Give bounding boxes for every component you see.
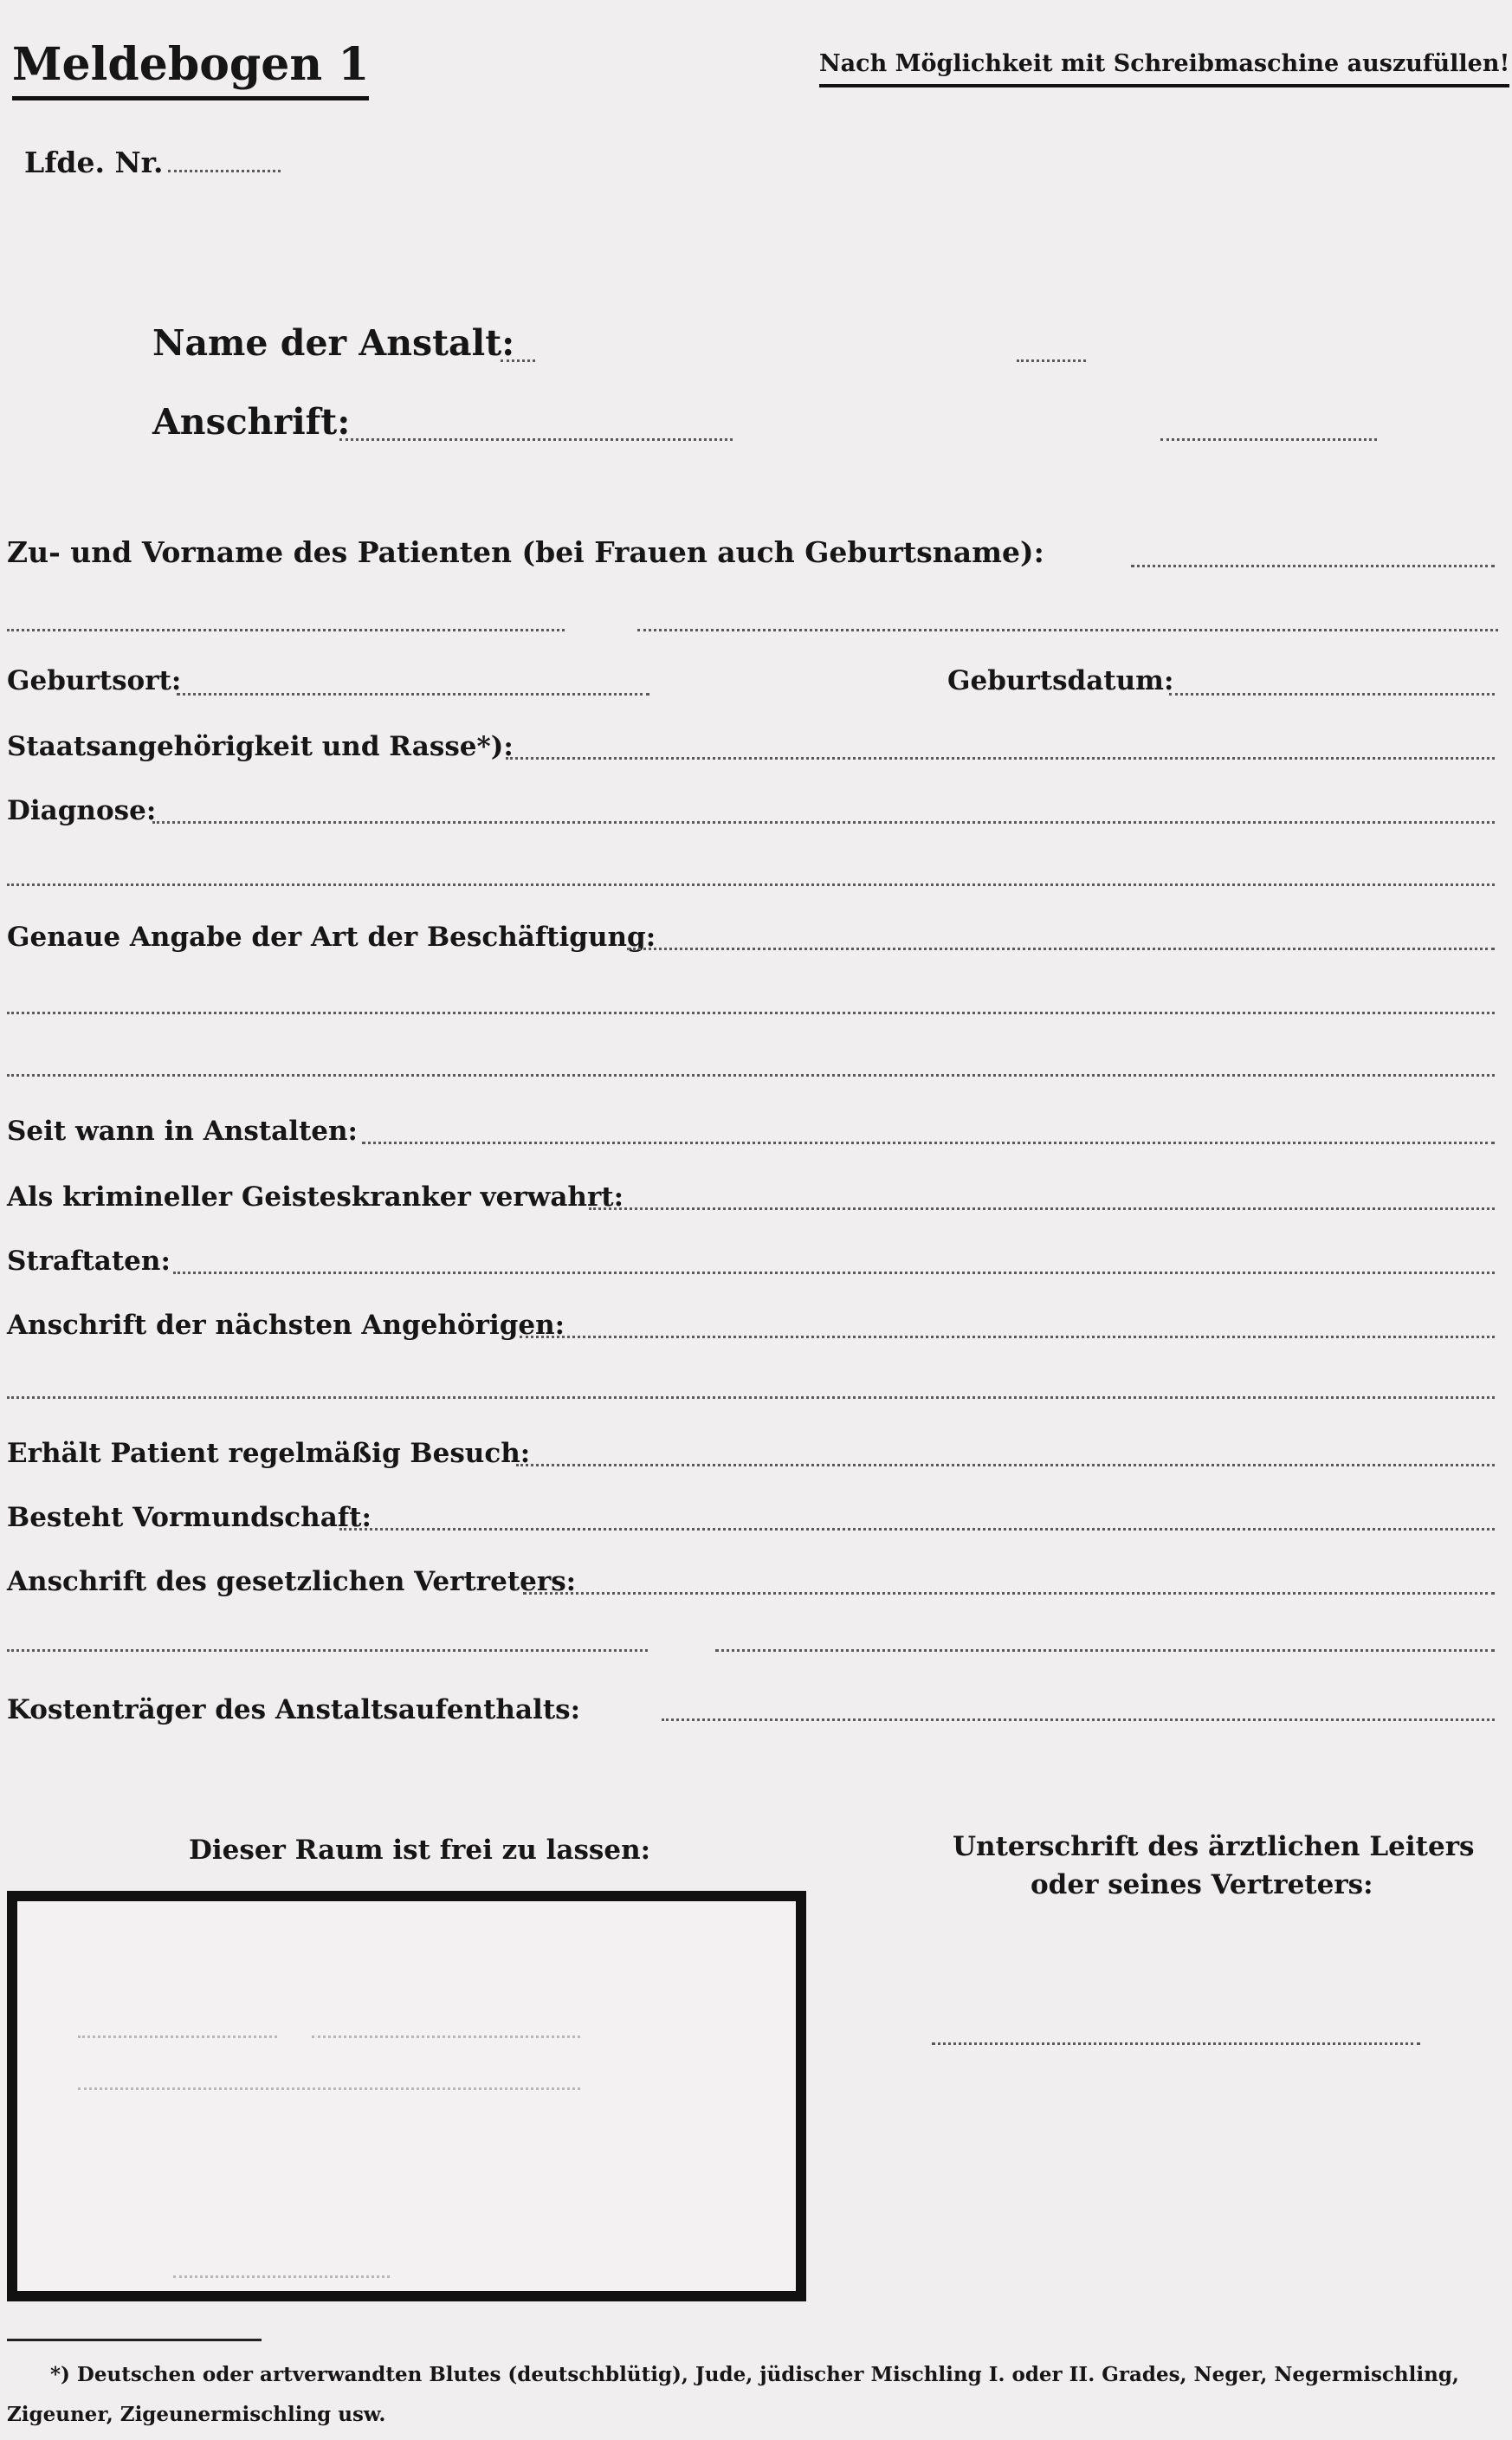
since-when-line[interactable] [362,1142,1495,1144]
occupation-label: Genaue Angabe der Art der Beschäftigung: [7,922,656,953]
footnote-line1: *) Deutschen oder artverwandten Blutes (deutschblütig), Jude, jüdischer Mischling I. oder II. Grades, Neger, Negermischling, [50,2363,1459,2386]
footnote-divider [7,2339,262,2341]
birthplace-line[interactable] [177,693,649,696]
patient-name-label: Zu- und Vorname des Patienten (bei Frauen auch Geburtsname): [7,535,1044,569]
institution-address-line-2 [1160,438,1377,441]
diagnosis-line-2 [7,883,1495,886]
relatives-address-line[interactable] [520,1336,1495,1338]
institution-name-label: Name der Anstalt: [152,322,515,364]
free-space-label: Dieser Raum ist frei zu lassen: [189,1835,651,1866]
citizenship-race-label: Staatsangehörigkeit und Rasse*): [7,731,514,762]
regular-visits-label: Erhält Patient regelmäßig Besuch: [7,1438,531,1469]
birthplace-label: Geburtsort: [7,665,182,696]
faint-mark [173,2275,390,2278]
citizenship-race-line[interactable] [506,757,1495,760]
diagnosis-label: Diagnose: [7,795,157,826]
criminal-custody-line[interactable] [589,1207,1495,1210]
typewriter-instruction: Nach Möglichkeit mit Schreibmaschine auszufüllen! [819,50,1509,87]
signature-label-line2: oder seines Vertreters: [1031,1869,1373,1900]
criminal-custody-label: Als krimineller Geisteskranker verwahrt: [7,1181,624,1213]
signature-label-line1: Unterschrift des ärztlichen Leiters [953,1831,1475,1862]
institution-address-label: Anschrift: [152,401,351,443]
cost-bearer-line[interactable] [662,1718,1495,1721]
patient-name-line-3 [637,629,1498,631]
lfd-nr-line[interactable] [168,170,281,172]
institution-address-line[interactable] [339,438,733,441]
guardianship-label: Besteht Vormundschaft: [7,1502,372,1533]
occupation-line-2 [7,1012,1495,1014]
offenses-label: Straftaten: [7,1246,171,1277]
signature-line[interactable] [932,2042,1420,2045]
institution-name-line-2 [1017,359,1086,362]
legal-rep-address-line-3 [715,1649,1495,1652]
guardianship-line[interactable] [339,1528,1495,1531]
diagnosis-line[interactable] [152,821,1495,824]
faint-mark [78,2035,277,2038]
lfd-nr-label: Lfde. Nr. [24,146,164,179]
occupation-line[interactable] [627,948,1495,950]
since-when-label: Seit wann in Anstalten: [7,1116,358,1147]
relatives-address-label: Anschrift der nächsten Angehörigen: [7,1310,565,1341]
legal-rep-address-line[interactable] [523,1592,1495,1595]
patient-name-line[interactable] [1131,565,1495,567]
legal-rep-address-line-2 [7,1649,648,1652]
birthdate-line[interactable] [1169,693,1495,696]
faint-mark [312,2035,580,2038]
cost-bearer-label: Kostenträger des Anstaltsaufenthalts: [7,1694,581,1725]
regular-visits-line[interactable] [516,1464,1495,1466]
reserved-box [7,1891,806,2301]
occupation-line-3 [7,1074,1495,1077]
footnote-line2: Zigeuner, Zigeunermischling usw. [7,2403,386,2426]
patient-name-line-2[interactable] [7,629,565,631]
offenses-line[interactable] [173,1272,1495,1274]
form-title: Meldebogen 1 [12,38,369,100]
relatives-address-line-2 [7,1396,1495,1399]
faint-mark [78,2087,580,2090]
legal-rep-address-label: Anschrift des gesetzlichen Vertreters: [7,1566,577,1597]
birthdate-label: Geburtsdatum: [947,665,1174,696]
institution-name-line[interactable] [501,359,535,362]
